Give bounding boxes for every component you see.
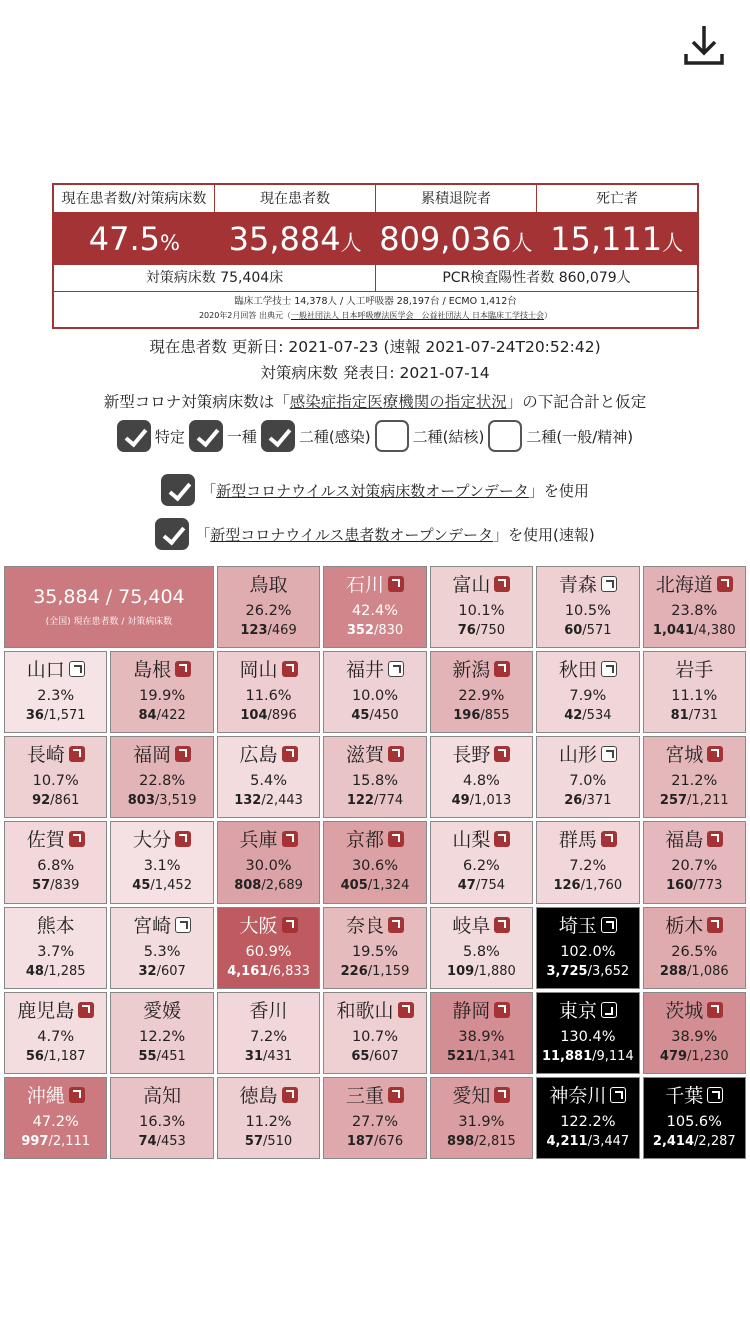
prefecture-name: 鹿児島 (5, 1000, 106, 1022)
occupancy-rate: 130.4% (560, 1028, 616, 1045)
patients-over-beds: 60/571 (564, 623, 612, 638)
prefecture-name: 高知 (143, 1084, 182, 1107)
summary-headers (54, 185, 697, 213)
patients-over-beds: 32/607 (138, 963, 186, 979)
patients-over-beds: 4,211/3,447 (546, 1133, 630, 1149)
prefecture-name: 長崎 (5, 744, 106, 766)
prefecture-name: 兵庫 (218, 829, 319, 851)
prefecture-cell[interactable] (4, 736, 107, 818)
prefecture-name: 福島 (644, 829, 745, 851)
occupancy-rate: 11.2% (245, 1113, 292, 1130)
prefecture-name: 神奈川 (537, 1085, 638, 1107)
trend-up-icon (717, 576, 733, 592)
occupancy-rate: 7.0% (569, 773, 607, 790)
occupancy-rate: 22.8% (139, 773, 186, 790)
occupancy-rate: 22.9% (458, 688, 505, 705)
prefecture-name: 香川 (249, 999, 288, 1022)
patients-over-beds: 808/2,689 (234, 878, 303, 894)
checkbox-nishu-kansen[interactable]: 二種(感染) (261, 420, 371, 452)
prefecture-cell[interactable] (643, 821, 746, 903)
prefecture-cell[interactable] (643, 651, 746, 733)
trend-up-icon (282, 746, 298, 762)
patients-over-beds: 57/510 (244, 1133, 293, 1149)
prefecture-cell[interactable] (110, 736, 213, 818)
trend-up-icon (494, 661, 510, 677)
checkbox-box[interactable] (189, 420, 223, 452)
prefecture-cell[interactable] (323, 907, 426, 989)
checkbox-box[interactable] (261, 420, 295, 452)
national-total-caption: (全国) 現在患者数 / 対策病床数 (45, 617, 173, 627)
prefecture-name: 山梨 (431, 829, 532, 851)
occupancy-rate: 30.0% (245, 858, 292, 875)
patients-opendata-link[interactable]: 新型コロナウイルス患者数オープンデータ (210, 525, 494, 544)
occupancy-rate: 19.5% (351, 943, 399, 960)
prefecture-cell[interactable] (110, 651, 213, 733)
prefecture-name: 東京 (537, 1000, 638, 1022)
checkbox-box[interactable] (488, 420, 522, 452)
patients-over-beds: 160/773 (666, 878, 723, 894)
trend-up-icon (282, 661, 298, 677)
checkbox-isshu[interactable]: 一種 (189, 420, 257, 452)
prefecture-name: 和歌山 (324, 1000, 425, 1022)
prefecture-cell[interactable] (217, 651, 320, 733)
patients-over-beds: 898/2,815 (447, 1133, 516, 1149)
prefecture-name: 大阪 (218, 915, 319, 937)
prefecture-name: 京都 (324, 829, 425, 851)
occupancy-rate: 3.7% (37, 943, 75, 960)
patients-over-beds: 3,725/3,652 (546, 963, 630, 979)
national-total-cell[interactable] (4, 566, 214, 648)
source-beds-row: 「新型コロナウイルス対策病床数オープンデータ」を使用 (0, 474, 750, 506)
trend-up-icon (494, 831, 510, 847)
occupancy-rate: 27.7% (351, 1113, 399, 1130)
prefecture-name: 栃木 (644, 915, 745, 937)
prefecture-name: 石川 (324, 574, 425, 596)
trend-up-icon (398, 1002, 414, 1018)
prefecture-cell[interactable] (430, 736, 533, 818)
trend-up-icon (175, 831, 191, 847)
occupancy-rate: 38.9% (458, 1028, 505, 1045)
patients-over-beds: 521/1,341 (447, 1048, 516, 1064)
patients-over-beds: 56/1,187 (25, 1048, 86, 1064)
occupancy-rate: 47.2% (32, 1113, 79, 1130)
prefecture-cell[interactable] (4, 651, 107, 733)
patients-over-beds: 74/453 (138, 1133, 186, 1149)
download-icon[interactable] (681, 22, 727, 68)
prefecture-cell[interactable] (110, 992, 213, 1074)
prefecture-name: 熊本 (36, 914, 75, 937)
occupancy-rate: 10.1% (458, 603, 505, 619)
patients-over-beds: 123/469 (240, 623, 297, 638)
trend-flat-icon (69, 661, 85, 677)
patients-over-beds: 288/1,086 (659, 963, 729, 979)
trend-up-icon (78, 1002, 94, 1018)
prefecture-name: 埼玉 (537, 915, 638, 937)
pcr-positive-total: PCR検査陽性者数 860,079人 (375, 265, 697, 291)
trend-up-icon (707, 1002, 723, 1018)
trend-flat-icon (388, 661, 404, 677)
prefecture-cell[interactable] (643, 907, 746, 989)
trend-up-icon (388, 917, 404, 933)
prefecture-cell[interactable] (323, 992, 426, 1074)
prefecture-cell[interactable] (323, 651, 426, 733)
summary-header: 累積退院者 (375, 185, 536, 212)
deaths-value: 15,111人 (550, 220, 684, 258)
checkbox-nishu-ippan[interactable]: 二種(一般/精神) (488, 420, 633, 452)
checkbox-nishu-kekkaku[interactable]: 二種(結核) (375, 420, 485, 452)
patients-over-beds: 65/607 (351, 1048, 399, 1064)
trend-up-icon (388, 746, 404, 762)
occupancy-rate: 11.1% (671, 688, 718, 705)
occupancy-rate: 7.2% (569, 858, 607, 875)
trend-up-icon (388, 831, 404, 847)
trend-up-icon (69, 831, 85, 847)
occupancy-rate: 10.0% (351, 688, 399, 705)
source-patients-row: 「新型コロナウイルス患者数オープンデータ」を使用(速報) (0, 518, 750, 550)
prefecture-cell[interactable] (536, 907, 639, 989)
prefecture-cell[interactable] (430, 566, 533, 648)
patients-over-beds: 11,881/9,114 (541, 1048, 634, 1064)
prefecture-name: 秋田 (537, 659, 638, 681)
prefecture-cell[interactable] (110, 821, 213, 903)
prefecture-name: 山口 (5, 659, 106, 681)
patients-over-beds: 104/896 (240, 708, 297, 724)
occupancy-rate: 26.5% (671, 943, 718, 960)
trend-up-icon (707, 831, 723, 847)
patients-over-beds: 4,161/6,833 (227, 963, 310, 979)
occupancy-rate: 10.5% (564, 603, 611, 619)
occupancy-rate: 10.7% (351, 1028, 399, 1045)
occupancy-rate: 5.4% (250, 773, 287, 790)
prefecture-name: 山形 (537, 744, 638, 766)
patients-over-beds: 47/754 (457, 878, 506, 894)
current-patients-value: 35,884人 (228, 220, 362, 258)
prefecture-name: 福岡 (111, 744, 212, 766)
prefecture-cell[interactable] (323, 821, 426, 903)
prefecture-cell[interactable] (643, 566, 746, 648)
prefecture-name: 島根 (111, 659, 212, 681)
patients-over-beds: 36/1,571 (25, 708, 86, 724)
update-date: 現在患者数 更新日: 2021-07-23 (速報 2021-07-24T20:52:42) (149, 338, 601, 356)
patients-over-beds: 49/1,013 (451, 793, 512, 809)
trend-up-icon (707, 917, 723, 933)
occupancy-rate: 21.2% (671, 773, 718, 790)
prefecture-name: 青森 (537, 574, 638, 596)
source-beds-checkbox[interactable] (161, 474, 195, 506)
patients-over-beds: 26/371 (564, 793, 612, 809)
patients-over-beds: 81/731 (670, 708, 718, 724)
patients-over-beds: 405/1,324 (340, 878, 410, 894)
prefecture-cell[interactable] (217, 907, 320, 989)
checkbox-box[interactable] (375, 420, 409, 452)
occupancy-rate: 4.8% (463, 773, 500, 790)
trend-up-icon (707, 1087, 723, 1103)
source-link[interactable]: 一般社団法人 日本呼吸療法医学会 公益社団法人 日本臨床工学技士会 (290, 311, 545, 320)
occupancy-rate: 7.9% (569, 688, 607, 705)
beds-assumption: 新型コロナ対策病床数は「感染症指定医療機関の指定状況」の下記合計と仮定 (103, 393, 647, 411)
occupancy-rate: 102.0% (560, 943, 616, 960)
prefecture-name: 広島 (218, 744, 319, 766)
occupancy-rate: 122.2% (560, 1113, 616, 1130)
trend-flat-icon (601, 576, 617, 592)
occupancy-rate: 15.8% (351, 773, 399, 790)
source-patients-checkbox[interactable] (155, 518, 189, 550)
occupancy-rate: 11.6% (245, 688, 292, 705)
prefecture-name: 静岡 (431, 1000, 532, 1022)
occupancy-value: 47.5% (88, 220, 180, 258)
beds-total: 対策病床数 75,404床 (145, 270, 284, 286)
occupancy-rate: 5.8% (463, 943, 500, 960)
occupancy-rate: 38.9% (671, 1028, 718, 1045)
prefecture-cell[interactable] (4, 907, 107, 989)
occupancy-rate: 3.1% (143, 858, 181, 875)
trend-flat-icon (601, 746, 617, 762)
patients-over-beds: 92/861 (32, 793, 80, 809)
prefecture-name: 三重 (324, 1085, 425, 1107)
prefecture-cell[interactable] (536, 1077, 639, 1159)
patients-over-beds: 196/855 (453, 708, 510, 724)
checkbox-box[interactable] (117, 420, 151, 452)
prefecture-cell[interactable] (430, 907, 533, 989)
prefecture-cell[interactable] (643, 736, 746, 818)
prefecture-name: 愛媛 (143, 999, 182, 1022)
prefecture-cell[interactable] (4, 821, 107, 903)
prefecture-cell[interactable] (323, 566, 426, 648)
trend-up-icon (282, 831, 298, 847)
prefecture-cell[interactable] (217, 821, 320, 903)
prefecture-name: 徳島 (218, 1085, 319, 1107)
prefecture-grid (4, 566, 746, 1159)
patients-over-beds: 109/1,880 (447, 963, 516, 979)
prefecture-name: 岩手 (675, 659, 714, 682)
summary-header: 現在患者数 (214, 185, 375, 212)
prefecture-cell[interactable] (217, 992, 320, 1074)
prefecture-name: 茨城 (644, 1000, 745, 1022)
prefecture-cell[interactable] (536, 651, 639, 733)
occupancy-rate: 23.8% (671, 603, 718, 619)
prefecture-cell[interactable] (323, 736, 426, 818)
prefecture-cell[interactable] (110, 907, 213, 989)
summary-header: 死亡者 (536, 185, 697, 212)
patients-over-beds: 45/450 (351, 708, 399, 724)
summary-header: 現在患者数/対策病床数 (61, 191, 207, 207)
prefecture-cell[interactable] (536, 736, 639, 818)
patients-over-beds: 45/1,452 (132, 878, 192, 894)
prefecture-name: 愛知 (431, 1085, 532, 1107)
occupancy-rate: 19.9% (139, 688, 186, 705)
trend-up-icon (388, 1087, 404, 1103)
trend-up-icon (494, 917, 510, 933)
patients-over-beds: 126/1,760 (553, 878, 623, 894)
patients-over-beds: 803/3,519 (127, 793, 197, 809)
patients-over-beds: 352/830 (346, 623, 404, 638)
prefecture-name: 大分 (111, 829, 212, 851)
prefecture-name: 新潟 (431, 659, 532, 681)
occupancy-rate: 42.4% (351, 603, 399, 619)
bed-type-filters (0, 420, 750, 452)
patients-over-beds: 48/1,285 (25, 963, 86, 979)
patients-over-beds: 31/431 (244, 1048, 293, 1064)
occupancy-rate: 30.6% (351, 858, 399, 875)
patients-over-beds: 187/676 (346, 1133, 404, 1149)
trend-up-icon (601, 831, 617, 847)
trend-up-icon (610, 1087, 626, 1103)
national-total-value: 35,884 / 75,404 (33, 586, 185, 608)
occupancy-rate: 105.6% (666, 1113, 722, 1130)
equipment-counts: 臨床工学技士 14,378人 / 人工呼吸器 28,197台 / ECMO 1,412台 (234, 296, 517, 307)
trend-up-icon (69, 746, 85, 762)
prefecture-name: 岐阜 (431, 915, 532, 937)
prefecture-cell[interactable] (430, 651, 533, 733)
prefecture-cell[interactable] (430, 1077, 533, 1159)
occupancy-rate: 10.7% (32, 773, 79, 790)
occupancy-rate: 60.9% (245, 943, 292, 960)
prefecture-name: 長野 (431, 744, 532, 766)
patients-over-beds: 997/2,111 (21, 1133, 91, 1149)
occupancy-rate: 7.2% (250, 1028, 287, 1045)
patients-over-beds: 57/839 (32, 878, 80, 894)
trend-up-icon (282, 1087, 298, 1103)
occupancy-rate: 12.2% (139, 1028, 186, 1045)
patients-over-beds: 42/534 (564, 708, 612, 724)
trend-up-icon (388, 576, 404, 592)
prefecture-name: 奈良 (324, 915, 425, 937)
prefecture-name: 宮崎 (111, 915, 212, 937)
patients-over-beds: 76/750 (457, 623, 506, 638)
trend-up-icon (494, 746, 510, 762)
prefecture-cell[interactable] (4, 992, 107, 1074)
patients-over-beds: 1,041/4,380 (652, 623, 736, 638)
equipment-note (54, 292, 697, 327)
trend-flat-icon (601, 661, 617, 677)
prefecture-name: 沖縄 (5, 1085, 106, 1107)
beds-opendata-link[interactable]: 新型コロナウイルス対策病床数オープンデータ (216, 481, 529, 500)
prefecture-name: 佐賀 (5, 829, 106, 851)
prefecture-cell[interactable] (110, 1077, 213, 1159)
prefecture-name: 群馬 (537, 829, 638, 851)
prefecture-cell[interactable] (643, 1077, 746, 1159)
prefecture-cell[interactable] (430, 992, 533, 1074)
prefecture-name: 福井 (324, 659, 425, 681)
patients-over-beds: 55/451 (138, 1048, 186, 1064)
trend-down-icon (601, 1002, 617, 1018)
occupancy-rate: 31.9% (458, 1113, 505, 1130)
occupancy-rate: 16.3% (139, 1113, 186, 1130)
summary-table (52, 183, 699, 329)
prefecture-name: 滋賀 (324, 744, 425, 766)
occupancy-rate: 2.3% (37, 688, 75, 705)
prefecture-name: 鳥取 (249, 574, 288, 596)
prefecture-cell[interactable] (217, 1077, 320, 1159)
prefecture-cell[interactable] (643, 992, 746, 1074)
trend-up-icon (494, 576, 510, 592)
prefecture-cell[interactable] (4, 1077, 107, 1159)
trend-up-icon (707, 746, 723, 762)
designation-link[interactable]: 感染症指定医療機関の指定状況 (289, 393, 507, 411)
prefecture-name: 岡山 (218, 659, 319, 681)
occupancy-rate: 26.2% (245, 603, 292, 619)
prefecture-cell[interactable] (536, 566, 639, 648)
trend-up-icon (601, 917, 617, 933)
trend-up-icon (175, 661, 191, 677)
patients-over-beds: 226/1,159 (340, 963, 410, 979)
checkbox-tokutei[interactable]: 特定 (117, 420, 185, 452)
summary-footer (54, 265, 697, 292)
prefecture-name: 富山 (431, 574, 532, 596)
trend-up-icon (494, 1087, 510, 1103)
patients-over-beds: 132/2,443 (234, 793, 303, 809)
source-note: 2020年2月回答 出典元（一般社団法人 日本呼吸療法医学会 公益社団法人 日本臨床工学技士会） (198, 311, 553, 320)
patients-over-beds: 84/422 (138, 708, 186, 724)
beds-publish-date: 対策病床数 発表日: 2021-07-14 (260, 364, 490, 382)
occupancy-rate: 20.7% (671, 858, 718, 875)
patients-over-beds: 122/774 (346, 793, 404, 809)
prefecture-cell[interactable] (536, 992, 639, 1074)
prefecture-cell[interactable] (536, 821, 639, 903)
occupancy-rate: 6.2% (463, 858, 500, 875)
patients-over-beds: 2,414/2,287 (652, 1133, 736, 1149)
trend-up-icon (69, 1087, 85, 1103)
trend-up-icon (282, 917, 298, 933)
prefecture-cell[interactable] (217, 736, 320, 818)
occupancy-rate: 4.7% (37, 1028, 75, 1045)
prefecture-name: 宮城 (644, 744, 745, 766)
prefecture-cell[interactable] (217, 566, 320, 648)
prefecture-cell[interactable] (430, 821, 533, 903)
trend-up-icon (175, 746, 191, 762)
occupancy-rate: 5.3% (143, 943, 181, 960)
prefecture-name: 千葉 (644, 1085, 745, 1107)
prefecture-cell[interactable] (323, 1077, 426, 1159)
patients-over-beds: 257/1,211 (659, 793, 729, 809)
trend-up-icon (494, 1002, 510, 1018)
trend-flat-icon (175, 917, 191, 933)
patients-over-beds: 479/1,230 (659, 1048, 729, 1064)
prefecture-name: 北海道 (644, 574, 745, 596)
discharged-value: 809,036人 (379, 220, 533, 258)
occupancy-rate: 6.8% (37, 858, 75, 875)
summary-values (54, 213, 697, 265)
